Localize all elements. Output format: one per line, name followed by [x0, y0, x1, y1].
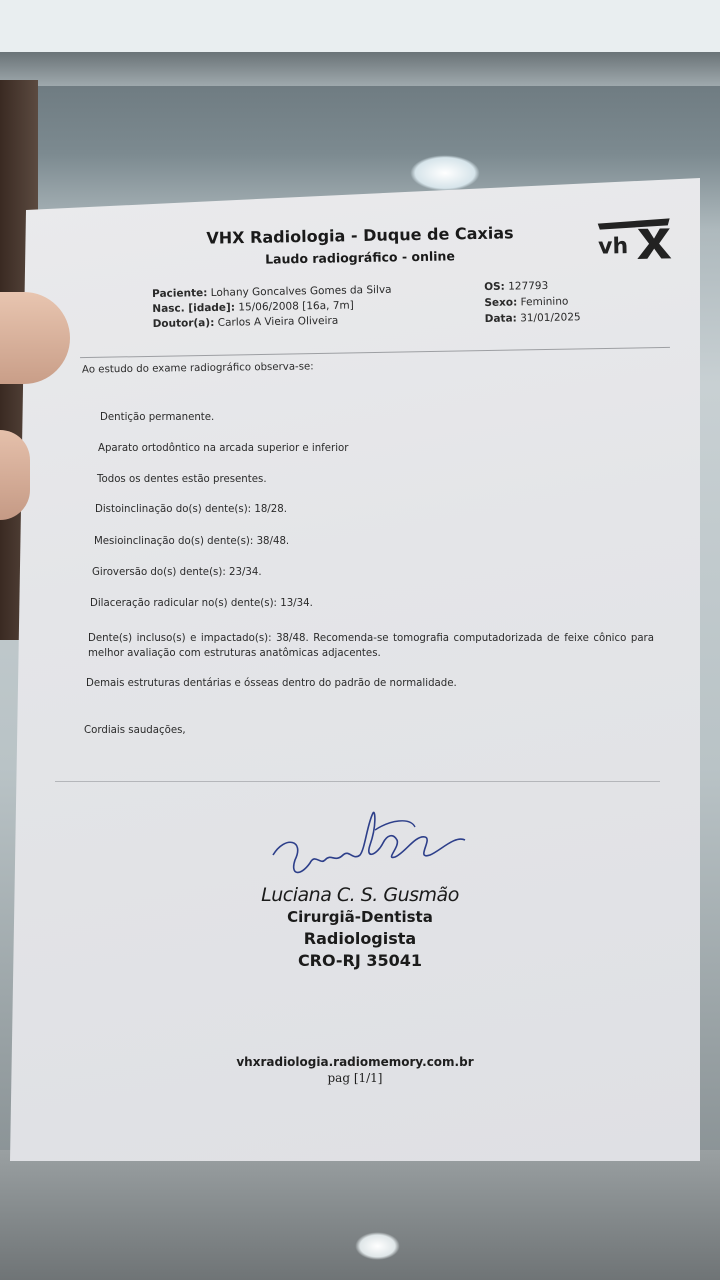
background-ceiling-light — [410, 155, 480, 191]
finding-item: Mesioinclinação do(s) dente(s): 38/48. — [94, 536, 290, 547]
sex-row — [484, 293, 580, 311]
doctor-label: Doutor(a): — [152, 316, 215, 330]
stamp-specialty: Radiologista — [303, 929, 417, 948]
finding-item: Aparato ortodôntico na arcada superior e inferior — [98, 443, 349, 454]
finding-item: Dentição permanente. — [100, 412, 215, 423]
background-door-rail — [0, 52, 720, 86]
birth-value: 15/06/2008 [16a, 7m] — [238, 299, 354, 314]
finding-item: Dilaceração radicular no(s) dente(s): 13/34. — [90, 598, 313, 609]
sex-value: Feminino — [520, 295, 569, 309]
stamp-name: Luciana C. S. Gusmão — [261, 884, 459, 906]
finding-item: Giroversão do(s) dente(s): 23/34. — [92, 567, 262, 578]
os-label: OS: — [484, 280, 505, 293]
background-floor-reflection — [355, 1232, 400, 1260]
clinic-title: VHX Radiologia - Duque de Caxias — [206, 223, 514, 248]
patient-info-right — [484, 277, 581, 327]
sex-label: Sexo: — [484, 296, 518, 309]
report-subtitle: Laudo radiográfico - online — [265, 248, 455, 267]
finding-item: Todos os dentes estão presentes. — [97, 474, 267, 485]
date-value: 31/01/2025 — [520, 311, 581, 325]
birth-label: Nasc. [idade]: — [152, 301, 236, 315]
date-row — [485, 309, 581, 327]
stamp-registration: CRO-RJ 35041 — [297, 951, 423, 970]
background-ceiling — [0, 0, 720, 60]
patient-name: Lohany Goncalves Gomes da Silva — [210, 283, 392, 299]
background-floor — [0, 1150, 720, 1280]
impacted-teeth-paragraph: Dente(s) incluso(s) e impactado(s): 38/48. Recomenda-se tomografia computadorizada de feixe cônico para melhor avaliação com estruturas anatômicas adjacentes. — [88, 633, 654, 659]
patient-label: Paciente: — [152, 287, 208, 300]
signature-divider — [55, 781, 660, 782]
svg-text:vh: vh — [597, 234, 629, 260]
vhx-logo-icon — [594, 216, 675, 261]
normal-structures-text: Demais estruturas dentárias e ósseas dentro do padrão de normalidade. — [86, 678, 457, 689]
closing-greeting: Cordiais saudações, — [84, 725, 186, 736]
patient-info-left — [152, 283, 392, 332]
os-value: 127793 — [508, 279, 549, 293]
handwritten-signature — [265, 805, 475, 895]
doctor-name: Carlos A Vieira Oliveira — [217, 314, 339, 329]
date-label: Data: — [484, 312, 517, 325]
footer-url: vhxradiologia.radiomemory.com.br — [236, 1055, 474, 1069]
signature-stamp — [240, 884, 480, 972]
report-intro: Ao estudo do exame radiográfico observa-se: — [81, 361, 314, 376]
stamp-title: Cirurgiã-Dentista — [287, 908, 433, 926]
page-number: pag [1/1] — [327, 1071, 383, 1085]
os-row — [484, 277, 580, 295]
finding-item: Distoinclinação do(s) dente(s): 18/28. — [95, 504, 287, 515]
